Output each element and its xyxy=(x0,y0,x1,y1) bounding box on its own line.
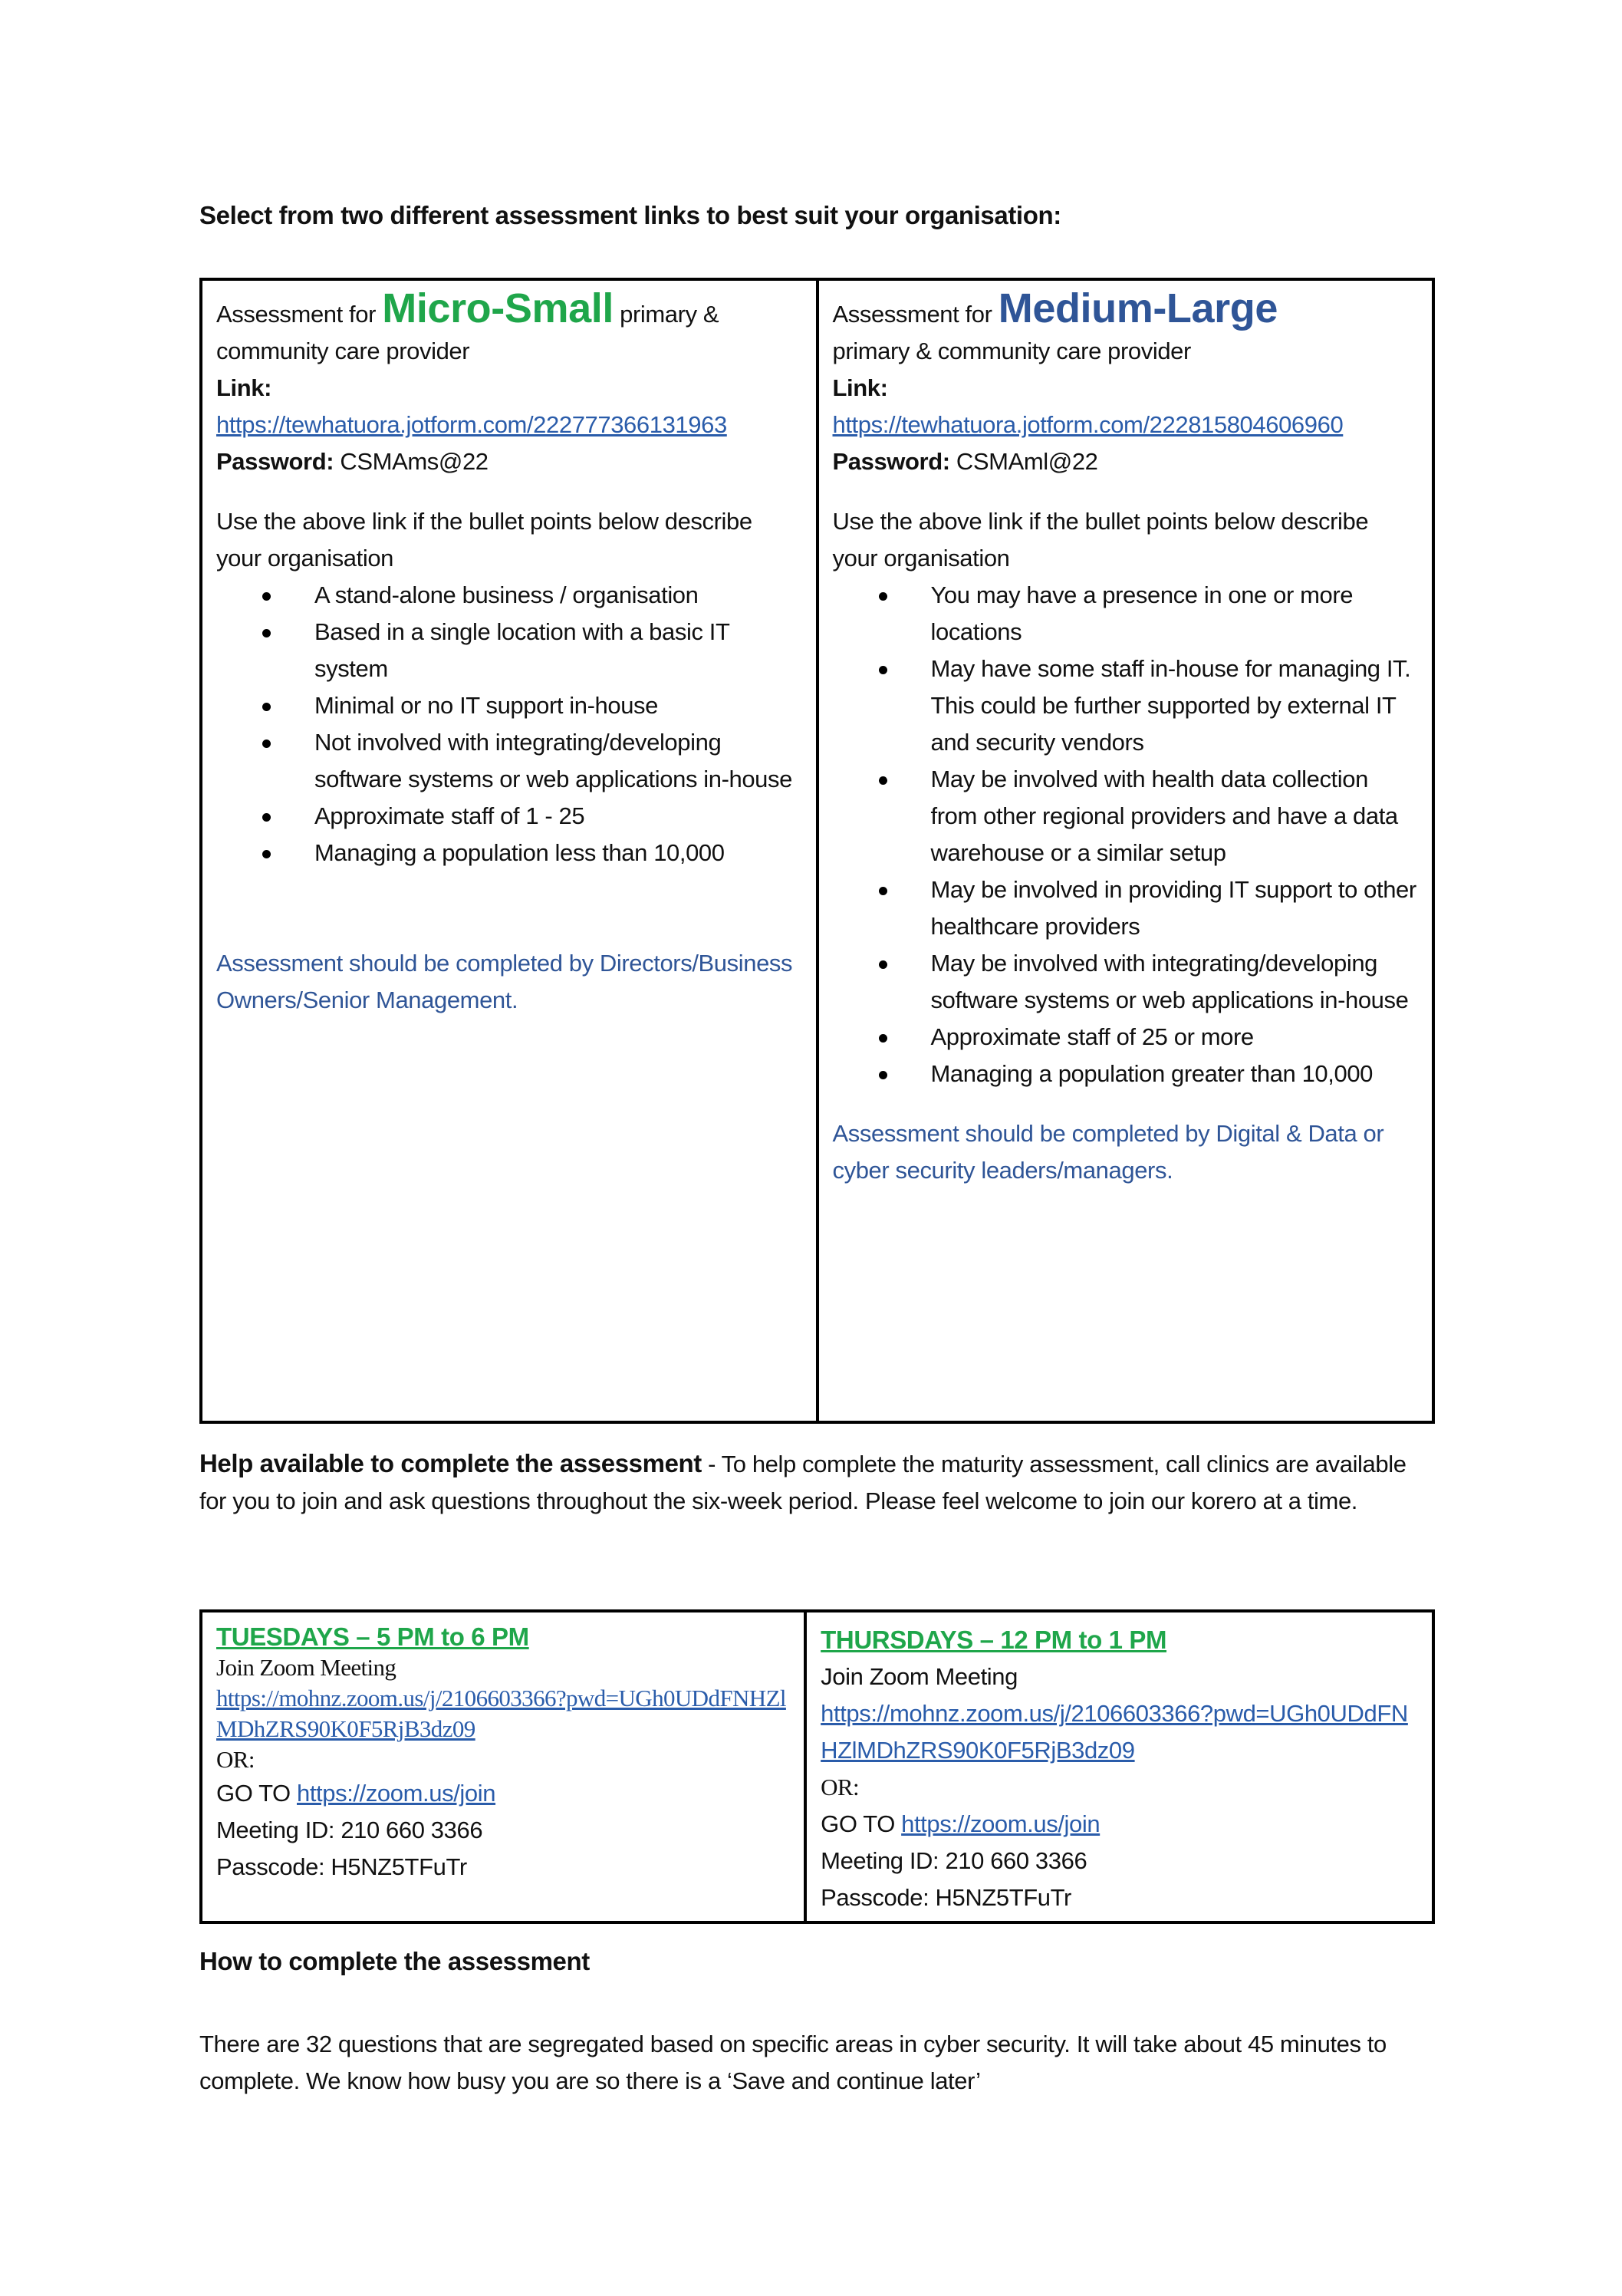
list-item: Approximate staff of 1 - 25 xyxy=(314,798,804,835)
or-label: OR: xyxy=(216,1746,255,1773)
list-item: You may have a presence in one or more locations xyxy=(931,577,1420,651)
meeting-id: Meeting ID: 210 660 3366 xyxy=(821,1847,1087,1874)
size-label: Micro-Small xyxy=(382,285,614,331)
clinic-tuesday xyxy=(201,1611,805,1922)
passcode: Passcode: H5NZ5TFuTr xyxy=(821,1884,1071,1911)
clinic-day: THURSDAYS – 12 PM to 1 PM xyxy=(821,1626,1167,1654)
list-item: Minimal or no IT support in-house xyxy=(314,687,804,724)
list-item: Approximate staff of 25 or more xyxy=(931,1019,1420,1056)
password-line xyxy=(833,443,1420,480)
list-item: May be involved in providing IT support to other healthcare providers xyxy=(931,871,1420,945)
title-prefix: Assessment for xyxy=(216,301,383,328)
zoom-meeting-link[interactable]: https://mohnz.zoom.us/j/2106603366?pwd=UGh0UDdFNHZlMDhZRS90K0F5RjB3dz09 xyxy=(216,1685,786,1742)
assessment-link[interactable]: https://tewhatuora.jotform.com/222777366131963 xyxy=(216,411,727,438)
goto-line xyxy=(216,1775,791,1812)
help-text: - To help complete the maturity assessment, call clinics are available for you to join and ask questions throughout the six-week period. Please feel welcome to join our korero at a time. xyxy=(199,1451,1407,1514)
assessment-link[interactable]: https://tewhatuora.jotform.com/222815804606960 xyxy=(832,411,1344,438)
intro-text: Use the above link if the bullet points below describe your organisation xyxy=(832,508,1369,572)
zoom-join-link[interactable]: https://zoom.us/join xyxy=(901,1810,1101,1837)
intro-text: Use the above link if the bullet points below describe your organisation xyxy=(216,508,752,572)
goto-line xyxy=(821,1806,1420,1843)
completion-note: Assessment should be completed by Digital & Data or cyber security leaders/managers. xyxy=(832,1120,1384,1184)
meeting-id: Meeting ID: 210 660 3366 xyxy=(216,1817,483,1843)
list-item: May be involved with integrating/developing software systems or web applications in-house xyxy=(931,945,1420,1019)
clinic-table xyxy=(199,1609,1435,1924)
link-label: Link: xyxy=(216,374,272,401)
list-item: Managing a population greater than 10,000 xyxy=(931,1056,1420,1092)
page-heading: Select from two different assessment links to best suit your organisation: xyxy=(199,201,1061,229)
link-label: Link: xyxy=(832,374,888,401)
goto-label: GO TO xyxy=(821,1810,902,1837)
zoom-meeting-link[interactable]: https://mohnz.zoom.us/j/2106603366?pwd=UGh0UDdFNHZlMDhZRS90K0F5RjB3dz09 xyxy=(821,1700,1408,1764)
list-item: A stand-alone business / organisation xyxy=(314,577,804,614)
title-suffix: primary & community care provider xyxy=(216,301,719,364)
assessment-table xyxy=(199,278,1435,1424)
list-item: Based in a single location with a basic IT system xyxy=(314,614,804,687)
assessment-title xyxy=(832,285,1420,370)
help-section xyxy=(199,1445,1435,1520)
list-item: Not involved with integrating/developing software systems or web applications in-house xyxy=(314,724,804,798)
list-item: Managing a population less than 10,000 xyxy=(314,835,804,871)
list-item: May be involved with health data collection from other regional providers and have a data warehouse or a similar setup xyxy=(931,761,1420,871)
completion-note: Assessment should be completed by Directors/Business Owners/Senior Management. xyxy=(216,950,793,1013)
password-value: CSMAml@22 xyxy=(949,448,1098,475)
title-suffix: primary & community care provider xyxy=(832,338,1191,364)
micro-small-cell xyxy=(201,279,818,1422)
join-label: Join Zoom Meeting xyxy=(216,1654,396,1681)
title-prefix: Assessment for xyxy=(832,301,999,328)
help-title: Help available to complete the assessment xyxy=(199,1449,702,1477)
password-value: CSMAms@22 xyxy=(334,448,489,475)
clinic-thursday xyxy=(805,1611,1433,1922)
password-label: Password: xyxy=(216,448,334,475)
zoom-join-link[interactable]: https://zoom.us/join xyxy=(296,1780,496,1807)
goto-label: GO TO xyxy=(216,1780,297,1807)
criteria-list xyxy=(216,577,804,871)
list-item: May have some staff in-house for managing IT. This could be further supported by external IT and security vendors xyxy=(931,651,1420,761)
assessment-title xyxy=(216,285,804,370)
how-text xyxy=(199,2026,1435,2100)
password-label: Password: xyxy=(832,448,950,475)
how-title: How to complete the assessment xyxy=(199,1947,590,1975)
or-label: OR: xyxy=(821,1774,860,1800)
medium-large-cell xyxy=(818,279,1434,1422)
join-label: Join Zoom Meeting xyxy=(821,1663,1018,1690)
criteria-list xyxy=(833,577,1420,1092)
clinic-day: TUESDAYS – 5 PM to 6 PM xyxy=(216,1622,529,1651)
how-paragraph: There are 32 questions that are segregated based on specific areas in cyber security. It will take about 45 minutes to complete. We know how busy you are so there is a ‘Save and continue later’ xyxy=(199,2031,1387,2094)
size-label: Medium-Large xyxy=(998,285,1278,331)
passcode: Passcode: H5NZ5TFuTr xyxy=(216,1853,467,1880)
password-line xyxy=(216,443,804,480)
